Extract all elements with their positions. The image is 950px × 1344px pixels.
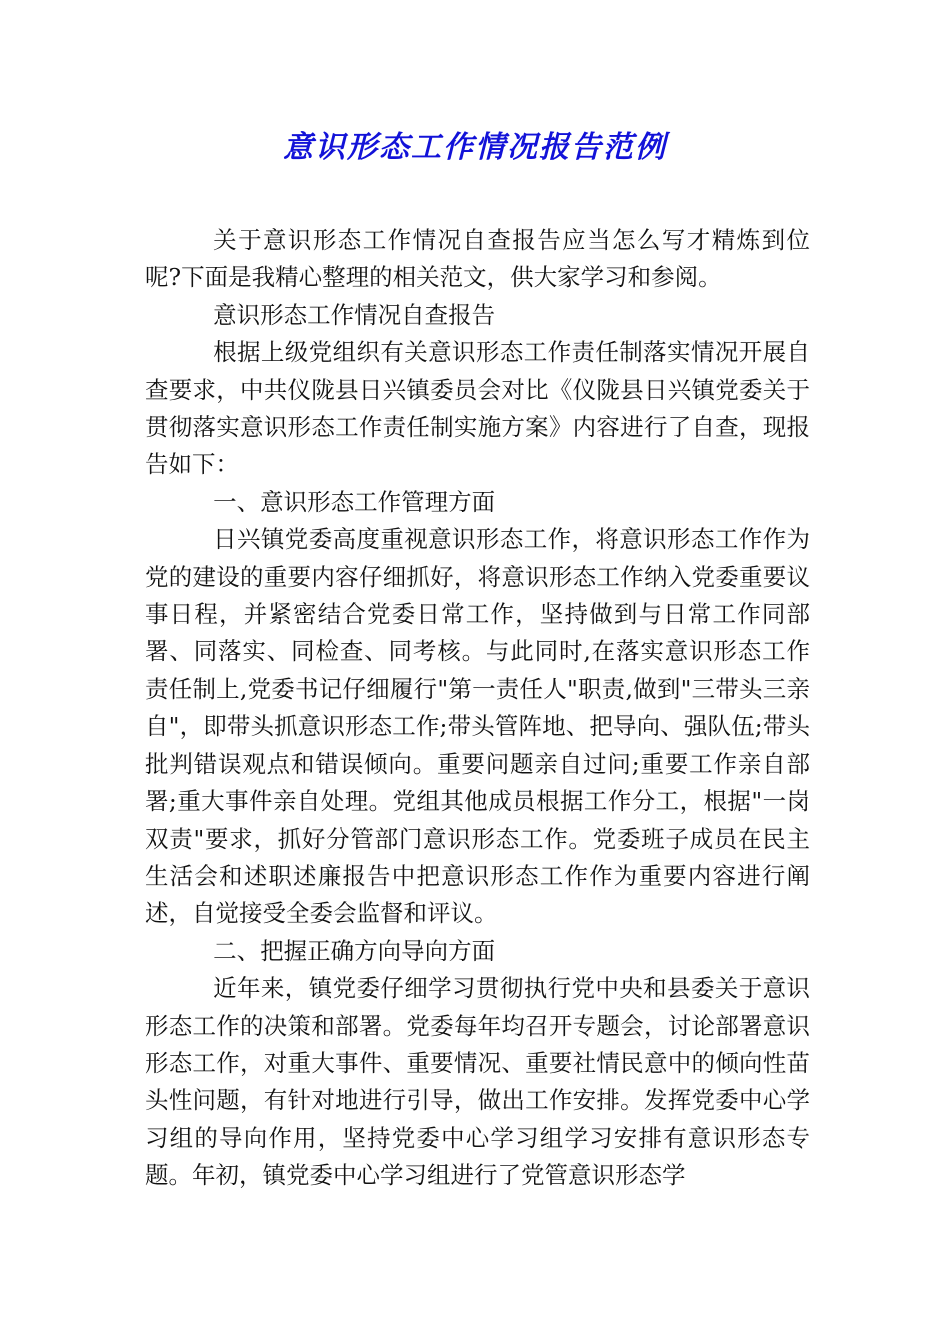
paragraph-preface: 根据上级党组织有关意识形态工作责任制落实情况开展自查要求，中共仪陇县日兴镇委员会对比《仪陇县日兴镇党委关于贯彻落实意识形态工作责任制实施方案》内容进行了自查，现报告如下： — [145, 338, 810, 479]
document-title: 意识形态工作情况报告范例 — [283, 130, 667, 165]
document-body — [145, 222, 810, 1195]
paragraph-intro: 关于意识形态工作情况自查报告应当怎么写才精炼到位呢?下面是我精心整理的相关范文，供大家学习和参阅。 — [145, 226, 810, 292]
section-heading-1: 一、意识形态工作管理方面 — [213, 487, 496, 516]
section-heading-2: 二、把握正确方向导向方面 — [213, 936, 496, 965]
paragraph-report-title: 意识形态工作情况自查报告 — [213, 300, 496, 329]
paragraph-section-2: 近年来，镇党委仔细学习贯彻执行党中央和县委关于意识形态工作的决策和部署。党委每年均召开专题会，讨论部署意识形态工作，对重大事件、重要情况、重要社情民意中的倾向性苗头性问题，有针对地进行引导，做出工作安排。发挥党委中心学习组的导向作用，坚持党委中心学习组学习安排有意识形态专题。年初，镇党委中心学习组进行了党管意识形态学 — [145, 974, 810, 1190]
paragraph-section-1: 日兴镇党委高度重视意识形态工作，将意识形态工作作为党的建设的重要内容仔细抓好，将意识形态工作纳入党委重要议事日程，并紧密结合党委日常工作，坚持做到与日常工作同部署、同落实、同检查、同考核。与此同时,在落实意识形态工作责任制上,党委书记仔细履行"第一责任人"职责,做到"三带头三亲自"，即带头抓意识形态工作;带头管阵地、把导向、强队伍;带头批判错误观点和错误倾向。重要问题亲自过问;重要工作亲自部署;重大事件亲自处理。党组其他成员根据工作分工，根据"一岗双责"要求，抓好分管部门意识形态工作。党委班子成员在民主生活会和述职述廉报告中把意识形态工作作为重要内容进行阐述，自觉接受全委会监督和评议。 — [145, 525, 810, 928]
